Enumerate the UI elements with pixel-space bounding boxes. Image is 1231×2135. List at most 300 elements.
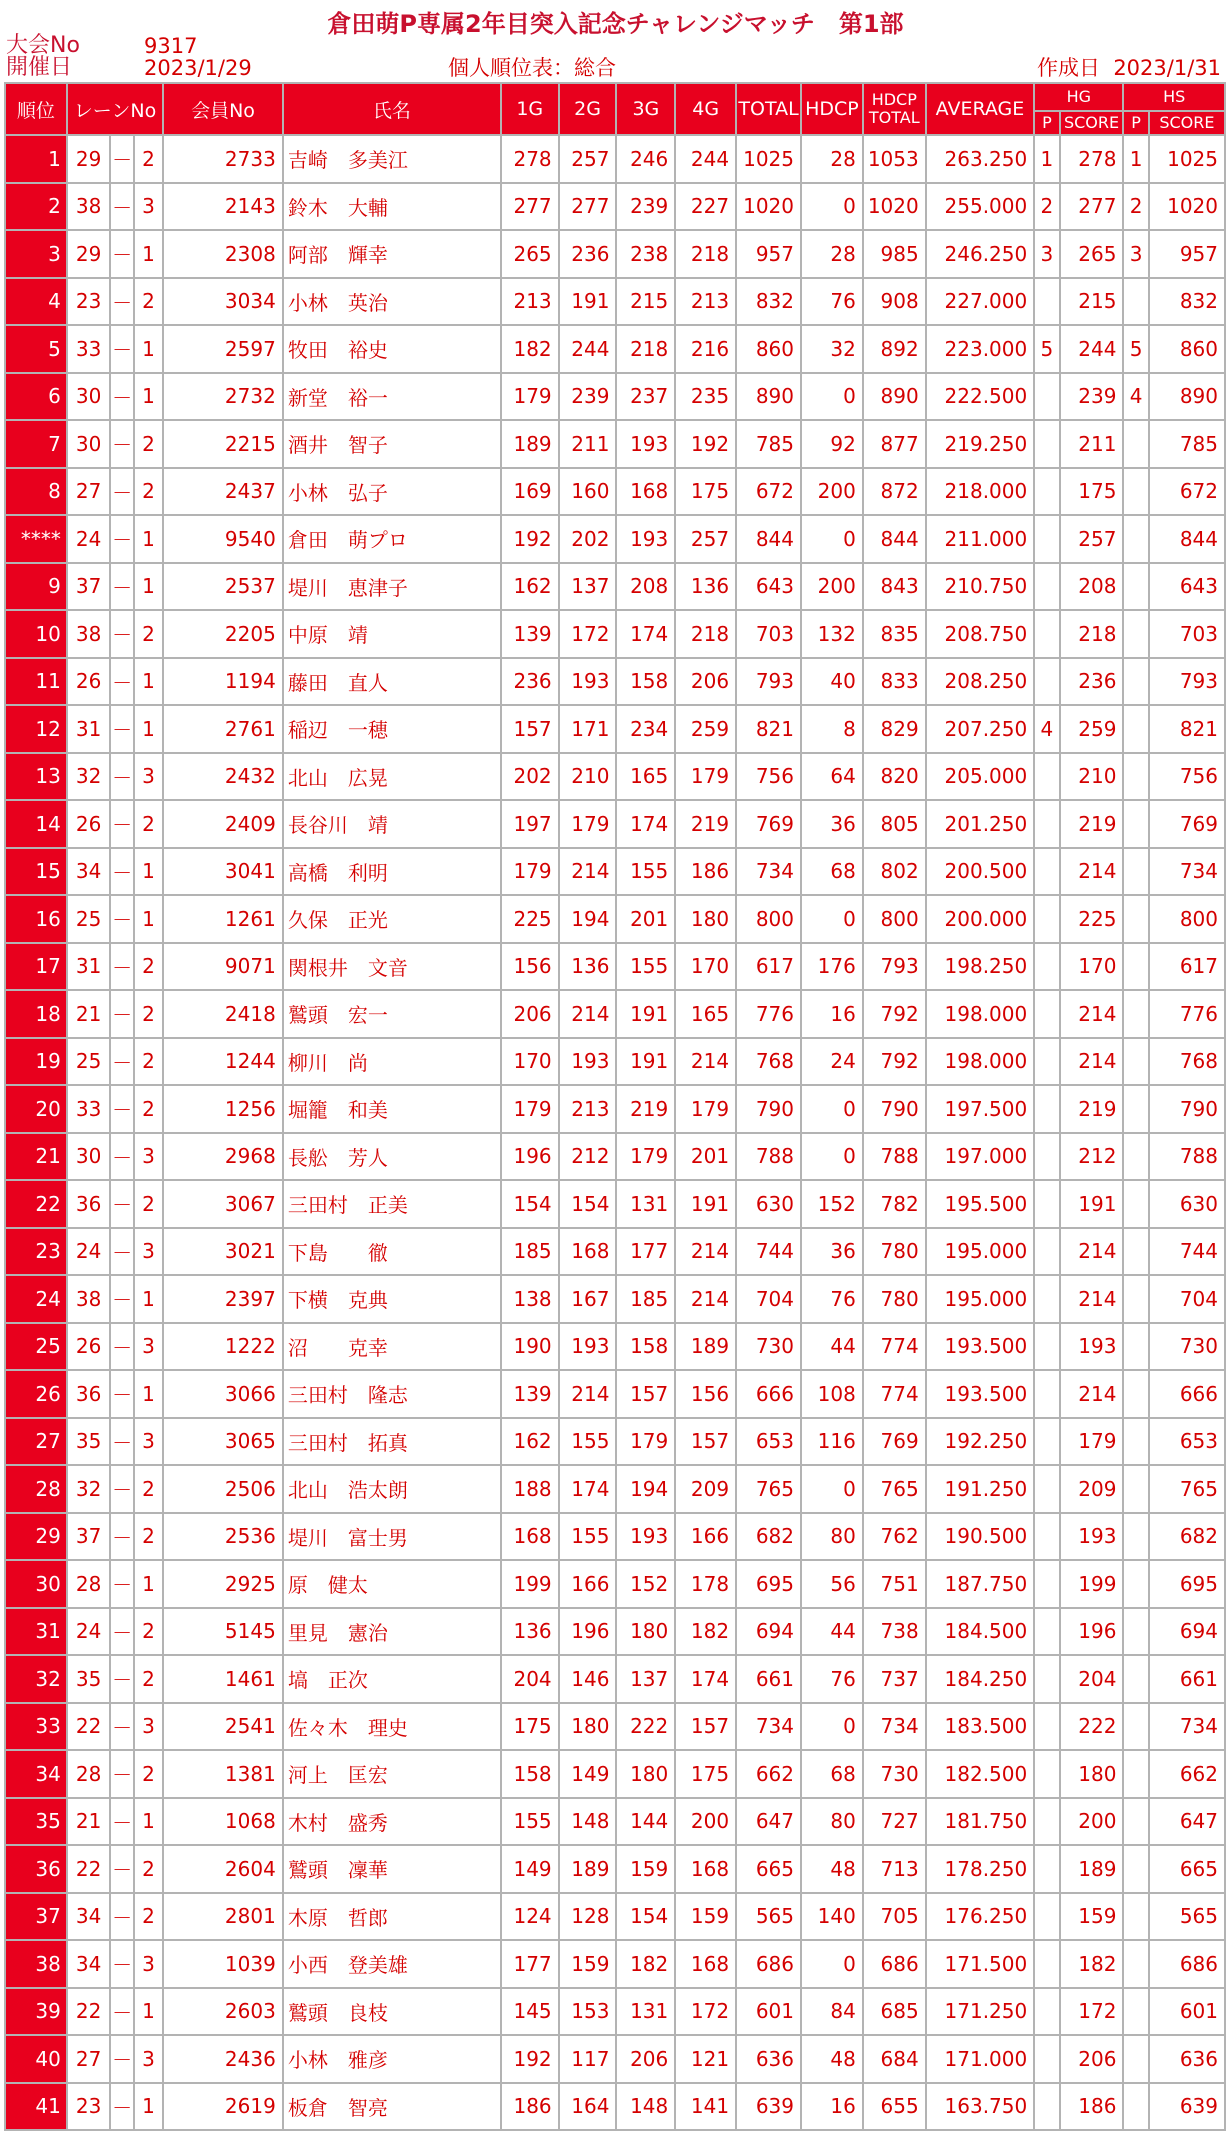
lane-separator-cell: － — [110, 800, 133, 848]
lane-cell: 33 — [67, 1085, 111, 1133]
lane-cell: 26 — [67, 800, 111, 848]
hdcp-total-cell: 738 — [863, 1608, 926, 1656]
lane-cell: 32 — [67, 753, 111, 801]
hs-place-cell — [1123, 705, 1148, 753]
player-name-cell: 中原 靖 — [283, 610, 501, 658]
hdcp-total-cell: 835 — [863, 610, 926, 658]
rank-cell: 2 — [5, 183, 67, 231]
lane-sub-cell: 2 — [134, 1465, 163, 1513]
member-no-cell: 1381 — [163, 1750, 283, 1798]
hs-score-cell: 1020 — [1149, 183, 1225, 231]
hg-place-cell — [1034, 895, 1059, 943]
total-cell: 630 — [736, 1180, 801, 1228]
game3-cell: 144 — [616, 1798, 675, 1846]
game1-cell: 277 — [501, 183, 559, 231]
hg-score-cell: 239 — [1060, 373, 1124, 421]
rank-cell: 30 — [5, 1560, 67, 1608]
col-header-member: 会員No — [163, 83, 283, 135]
hg-place-cell — [1034, 563, 1059, 611]
game4-cell: 179 — [675, 753, 736, 801]
hdcp-cell: 80 — [801, 1798, 863, 1846]
table-row — [5, 1275, 1225, 1323]
hg-place-cell — [1034, 468, 1059, 516]
member-no-cell: 2418 — [163, 990, 283, 1038]
lane-separator-cell: － — [110, 135, 133, 183]
rank-cell: 31 — [5, 1608, 67, 1656]
hdcp-cell: 0 — [801, 183, 863, 231]
hs-score-cell: 665 — [1149, 1845, 1225, 1893]
game2-cell: 211 — [559, 420, 617, 468]
rank-cell: 13 — [5, 753, 67, 801]
average-cell: 178.250 — [926, 1845, 1035, 1893]
game2-cell: 277 — [559, 183, 617, 231]
hdcp-total-cell: 686 — [863, 1940, 926, 1988]
game1-cell: 170 — [501, 1038, 559, 1086]
hs-score-cell: 643 — [1149, 563, 1225, 611]
table-row — [5, 373, 1225, 421]
game4-cell: 178 — [675, 1560, 736, 1608]
hdcp-total-cell: 877 — [863, 420, 926, 468]
total-cell: 565 — [736, 1893, 801, 1941]
player-name-cell: 長舩 芳人 — [283, 1133, 501, 1181]
total-cell: 601 — [736, 1988, 801, 2036]
lane-cell: 28 — [67, 1560, 111, 1608]
game1-cell: 158 — [501, 1750, 559, 1798]
lane-cell: 24 — [67, 1228, 111, 1276]
game1-cell: 206 — [501, 990, 559, 1038]
hdcp-total-cell: 684 — [863, 2035, 926, 2083]
rank-cell: 34 — [5, 1750, 67, 1798]
average-cell: 198.000 — [926, 1038, 1035, 1086]
hdcp-cell: 0 — [801, 1940, 863, 1988]
hdcp-cell: 16 — [801, 990, 863, 1038]
total-cell: 653 — [736, 1418, 801, 1466]
lane-sub-cell: 1 — [134, 1798, 163, 1846]
hg-score-cell: 214 — [1060, 1370, 1124, 1418]
hdcp-total-cell: 985 — [863, 230, 926, 278]
hg-score-cell: 159 — [1060, 1893, 1124, 1941]
player-name-cell: 木原 哲郎 — [283, 1893, 501, 1941]
member-no-cell: 1194 — [163, 658, 283, 706]
player-name-cell: 小林 弘子 — [283, 468, 501, 516]
lane-sub-cell: 1 — [134, 373, 163, 421]
hdcp-total-cell: 780 — [863, 1275, 926, 1323]
hg-place-cell — [1034, 1038, 1059, 1086]
table-row — [5, 2035, 1225, 2083]
game1-cell: 136 — [501, 1608, 559, 1656]
game1-cell: 179 — [501, 1085, 559, 1133]
game3-cell: 131 — [616, 1988, 675, 2036]
hg-score-cell: 206 — [1060, 2035, 1124, 2083]
game3-cell: 238 — [616, 230, 675, 278]
table-body — [5, 135, 1225, 2130]
hs-place-cell — [1123, 515, 1148, 563]
member-no-cell: 2968 — [163, 1133, 283, 1181]
game4-cell: 214 — [675, 1228, 736, 1276]
lane-cell: 37 — [67, 1513, 111, 1561]
player-name-cell: 関根井 文音 — [283, 943, 501, 991]
hdcp-total-cell: 872 — [863, 468, 926, 516]
member-no-cell: 1068 — [163, 1798, 283, 1846]
hs-place-cell — [1123, 1275, 1148, 1323]
average-cell: 184.250 — [926, 1655, 1035, 1703]
total-cell: 744 — [736, 1228, 801, 1276]
total-cell: 647 — [736, 1798, 801, 1846]
game3-cell: 179 — [616, 1133, 675, 1181]
lane-cell: 30 — [67, 373, 111, 421]
lane-separator-cell: － — [110, 1940, 133, 1988]
table-row — [5, 1370, 1225, 1418]
lane-cell: 26 — [67, 1323, 111, 1371]
member-no-cell: 5145 — [163, 1608, 283, 1656]
lane-sub-cell: 3 — [134, 753, 163, 801]
member-no-cell: 3041 — [163, 848, 283, 896]
rank-cell: 20 — [5, 1085, 67, 1133]
hdcp-cell: 28 — [801, 135, 863, 183]
table-row — [5, 515, 1225, 563]
page-title: 倉田萌P専属2年目突入記念チャレンジマッチ 第1部 — [327, 10, 904, 38]
hs-place-cell: 4 — [1123, 373, 1148, 421]
member-no-cell: 2536 — [163, 1513, 283, 1561]
player-name-cell: 原 健太 — [283, 1560, 501, 1608]
hs-score-cell: 957 — [1149, 230, 1225, 278]
hg-place-cell — [1034, 1560, 1059, 1608]
col-header-name: 氏名 — [283, 83, 501, 135]
lane-sub-cell: 2 — [134, 1750, 163, 1798]
hs-score-cell: 734 — [1149, 1703, 1225, 1751]
average-cell: 193.500 — [926, 1323, 1035, 1371]
hdcp-total-cell: 890 — [863, 373, 926, 421]
lane-sub-cell: 3 — [134, 1703, 163, 1751]
hdcp-total-cell: 790 — [863, 1085, 926, 1133]
hs-score-cell: 769 — [1149, 800, 1225, 848]
hg-score-cell: 257 — [1060, 515, 1124, 563]
game1-cell: 265 — [501, 230, 559, 278]
player-name-cell: 北山 浩太朗 — [283, 1465, 501, 1513]
game1-cell: 182 — [501, 325, 559, 373]
lane-sub-cell: 1 — [134, 658, 163, 706]
game3-cell: 180 — [616, 1750, 675, 1798]
hs-place-cell — [1123, 800, 1148, 848]
hs-score-cell: 1025 — [1149, 135, 1225, 183]
table-row — [5, 1180, 1225, 1228]
player-name-cell: 河上 匡宏 — [283, 1750, 501, 1798]
game2-cell: 180 — [559, 1703, 617, 1751]
hdcp-total-line1: HDCP — [871, 90, 917, 109]
lane-separator-cell: － — [110, 658, 133, 706]
game4-cell: 235 — [675, 373, 736, 421]
hdcp-cell: 116 — [801, 1418, 863, 1466]
game1-cell: 169 — [501, 468, 559, 516]
total-cell: 890 — [736, 373, 801, 421]
player-name-cell: 三田村 隆志 — [283, 1370, 501, 1418]
hg-score-cell: 211 — [1060, 420, 1124, 468]
lane-cell: 37 — [67, 563, 111, 611]
total-cell: 636 — [736, 2035, 801, 2083]
hg-score-cell: 204 — [1060, 1655, 1124, 1703]
hdcp-total-cell: 829 — [863, 705, 926, 753]
game3-cell: 155 — [616, 848, 675, 896]
member-no-cell: 2409 — [163, 800, 283, 848]
total-cell: 844 — [736, 515, 801, 563]
table-row — [5, 895, 1225, 943]
lane-cell: 34 — [67, 1940, 111, 1988]
game4-cell: 121 — [675, 2035, 736, 2083]
table-row — [5, 135, 1225, 183]
game1-cell: 204 — [501, 1655, 559, 1703]
hg-score-cell: 215 — [1060, 278, 1124, 326]
total-cell: 617 — [736, 943, 801, 991]
hs-place-cell — [1123, 1845, 1148, 1893]
average-cell: 184.500 — [926, 1608, 1035, 1656]
average-cell: 171.000 — [926, 2035, 1035, 2083]
hdcp-cell: 36 — [801, 800, 863, 848]
game2-cell: 148 — [559, 1798, 617, 1846]
game1-cell: 179 — [501, 373, 559, 421]
lane-sub-cell: 3 — [134, 2035, 163, 2083]
game4-cell: 259 — [675, 705, 736, 753]
table-row — [5, 800, 1225, 848]
game2-cell: 193 — [559, 658, 617, 706]
hg-score-cell: 186 — [1060, 2083, 1124, 2131]
table-row — [5, 1655, 1225, 1703]
created-date-label: 作成日 — [1036, 56, 1100, 80]
hdcp-total-cell: 800 — [863, 895, 926, 943]
lane-separator-cell: － — [110, 1133, 133, 1181]
average-cell: 181.750 — [926, 1798, 1035, 1846]
player-name-cell: 北山 広晃 — [283, 753, 501, 801]
hdcp-cell: 76 — [801, 278, 863, 326]
member-no-cell: 9540 — [163, 515, 283, 563]
game2-cell: 202 — [559, 515, 617, 563]
game3-cell: 182 — [616, 1940, 675, 1988]
col-header-4g: 4G — [675, 83, 736, 135]
total-cell: 785 — [736, 420, 801, 468]
col-header-hg: HG — [1034, 83, 1123, 111]
lane-separator-cell: － — [110, 1750, 133, 1798]
game4-cell: 201 — [675, 1133, 736, 1181]
lane-sub-cell: 2 — [134, 1513, 163, 1561]
hdcp-total-cell: 713 — [863, 1845, 926, 1893]
hdcp-total-cell: 774 — [863, 1370, 926, 1418]
average-cell: 198.000 — [926, 990, 1035, 1038]
member-no-cell: 9071 — [163, 943, 283, 991]
game2-cell: 196 — [559, 1608, 617, 1656]
lane-cell: 24 — [67, 515, 111, 563]
game1-cell: 156 — [501, 943, 559, 991]
hs-place-cell — [1123, 1418, 1148, 1466]
lane-cell: 36 — [67, 1180, 111, 1228]
hs-score-cell: 704 — [1149, 1275, 1225, 1323]
table-row — [5, 1085, 1225, 1133]
game4-cell: 141 — [675, 2083, 736, 2131]
lane-sub-cell: 1 — [134, 705, 163, 753]
lane-sub-cell: 1 — [134, 1988, 163, 2036]
lane-separator-cell: － — [110, 1513, 133, 1561]
lane-cell: 21 — [67, 1798, 111, 1846]
table-row — [5, 468, 1225, 516]
hdcp-cell: 24 — [801, 1038, 863, 1086]
hdcp-cell: 84 — [801, 1988, 863, 2036]
hg-place-cell — [1034, 420, 1059, 468]
hs-score-cell: 672 — [1149, 468, 1225, 516]
hdcp-cell: 0 — [801, 1133, 863, 1181]
lane-sub-cell: 2 — [134, 278, 163, 326]
hs-score-cell: 703 — [1149, 610, 1225, 658]
created-date — [1037, 56, 1221, 80]
game4-cell: 191 — [675, 1180, 736, 1228]
player-name-cell: 柳川 尚 — [283, 1038, 501, 1086]
lane-separator-cell: － — [110, 563, 133, 611]
average-cell: 171.250 — [926, 1988, 1035, 2036]
lane-sub-cell: 2 — [134, 468, 163, 516]
table-row — [5, 1798, 1225, 1846]
game2-cell: 117 — [559, 2035, 617, 2083]
hs-place-cell — [1123, 658, 1148, 706]
game1-cell: 177 — [501, 1940, 559, 1988]
hdcp-cell: 0 — [801, 373, 863, 421]
game2-cell: 193 — [559, 1038, 617, 1086]
hdcp-cell: 44 — [801, 1608, 863, 1656]
lane-cell: 25 — [67, 1038, 111, 1086]
hdcp-cell: 0 — [801, 1465, 863, 1513]
average-cell: 200.000 — [926, 895, 1035, 943]
player-name-cell: 三田村 拓真 — [283, 1418, 501, 1466]
hg-place-cell — [1034, 1750, 1059, 1798]
lane-separator-cell: － — [110, 1703, 133, 1751]
total-cell: 643 — [736, 563, 801, 611]
game2-cell: 212 — [559, 1133, 617, 1181]
player-name-cell: 堤川 恵津子 — [283, 563, 501, 611]
hg-score-cell: 175 — [1060, 468, 1124, 516]
table-row — [5, 183, 1225, 231]
game3-cell: 154 — [616, 1893, 675, 1941]
player-name-cell: 阿部 輝幸 — [283, 230, 501, 278]
lane-cell: 22 — [67, 1703, 111, 1751]
hg-score-cell: 265 — [1060, 230, 1124, 278]
hg-score-cell: 214 — [1060, 1228, 1124, 1276]
member-no-cell: 2761 — [163, 705, 283, 753]
rank-cell: 29 — [5, 1513, 67, 1561]
game1-cell: 278 — [501, 135, 559, 183]
game2-cell: 160 — [559, 468, 617, 516]
hg-place-cell — [1034, 278, 1059, 326]
lane-cell: 22 — [67, 1845, 111, 1893]
hs-score-cell: 734 — [1149, 848, 1225, 896]
game1-cell: 139 — [501, 610, 559, 658]
hg-score-cell: 214 — [1060, 848, 1124, 896]
held-date-label: 開催日 — [6, 55, 73, 80]
game4-cell: 257 — [675, 515, 736, 563]
col-header-average: AVERAGE — [926, 83, 1035, 135]
tournament-no-label: 大会No — [6, 33, 80, 58]
rank-cell: 18 — [5, 990, 67, 1038]
hs-score-cell: 765 — [1149, 1465, 1225, 1513]
table-row — [5, 990, 1225, 1038]
hdcp-total-cell: 737 — [863, 1655, 926, 1703]
game2-cell: 153 — [559, 1988, 617, 2036]
lane-sub-cell: 2 — [134, 800, 163, 848]
col-header-hs-p: P — [1123, 111, 1148, 135]
game2-cell: 159 — [559, 1940, 617, 1988]
col-header-hs: HS — [1123, 83, 1225, 111]
game2-cell: 146 — [559, 1655, 617, 1703]
average-cell: 171.500 — [926, 1940, 1035, 1988]
hg-score-cell: 193 — [1060, 1323, 1124, 1371]
rank-cell: 14 — [5, 800, 67, 848]
average-cell: 197.000 — [926, 1133, 1035, 1181]
lane-cell: 38 — [67, 183, 111, 231]
hdcp-total-cell: 685 — [863, 1988, 926, 2036]
hs-score-cell: 647 — [1149, 1798, 1225, 1846]
hg-place-cell — [1034, 1608, 1059, 1656]
hdcp-cell: 80 — [801, 1513, 863, 1561]
game3-cell: 174 — [616, 610, 675, 658]
game1-cell: 168 — [501, 1513, 559, 1561]
game3-cell: 158 — [616, 658, 675, 706]
hs-place-cell — [1123, 1988, 1148, 2036]
table-row — [5, 610, 1225, 658]
lane-sub-cell: 1 — [134, 1560, 163, 1608]
rank-cell: 38 — [5, 1940, 67, 1988]
average-cell: 193.500 — [926, 1370, 1035, 1418]
rank-cell: 32 — [5, 1655, 67, 1703]
hs-score-cell: 890 — [1149, 373, 1225, 421]
total-cell: 793 — [736, 658, 801, 706]
hs-place-cell — [1123, 1655, 1148, 1703]
total-cell: 734 — [736, 848, 801, 896]
game2-cell: 155 — [559, 1513, 617, 1561]
lane-separator-cell: － — [110, 325, 133, 373]
hg-score-cell: 214 — [1060, 990, 1124, 1038]
player-name-cell: 鈴木 大輔 — [283, 183, 501, 231]
hs-score-cell: 768 — [1149, 1038, 1225, 1086]
hdcp-total-cell: 843 — [863, 563, 926, 611]
hdcp-total-cell: 751 — [863, 1560, 926, 1608]
table-row — [5, 1988, 1225, 2036]
game1-cell: 145 — [501, 1988, 559, 2036]
lane-cell: 27 — [67, 2035, 111, 2083]
lane-cell: 31 — [67, 705, 111, 753]
ranking-table — [4, 82, 1226, 2131]
hs-place-cell — [1123, 1085, 1148, 1133]
lane-separator-cell: － — [110, 420, 133, 468]
lane-sub-cell: 2 — [134, 135, 163, 183]
hg-place-cell — [1034, 1513, 1059, 1561]
rank-cell: 39 — [5, 1988, 67, 2036]
hs-place-cell — [1123, 1893, 1148, 1941]
member-no-cell: 2215 — [163, 420, 283, 468]
game3-cell: 191 — [616, 1038, 675, 1086]
hs-place-cell — [1123, 943, 1148, 991]
player-name-cell: 小林 英治 — [283, 278, 501, 326]
total-cell: 756 — [736, 753, 801, 801]
rank-cell: 28 — [5, 1465, 67, 1513]
player-name-cell: 木村 盛秀 — [283, 1798, 501, 1846]
total-cell: 686 — [736, 1940, 801, 1988]
game1-cell: 124 — [501, 1893, 559, 1941]
hs-place-cell — [1123, 468, 1148, 516]
rank-cell: 9 — [5, 563, 67, 611]
lane-cell: 32 — [67, 1465, 111, 1513]
game3-cell: 177 — [616, 1228, 675, 1276]
average-cell: 192.250 — [926, 1418, 1035, 1466]
col-header-lane: レーンNo — [67, 83, 163, 135]
player-name-cell: 鷲頭 宏一 — [283, 990, 501, 1038]
hdcp-total-cell: 802 — [863, 848, 926, 896]
hdcp-total-cell: 769 — [863, 1418, 926, 1466]
lane-separator-cell: － — [110, 278, 133, 326]
